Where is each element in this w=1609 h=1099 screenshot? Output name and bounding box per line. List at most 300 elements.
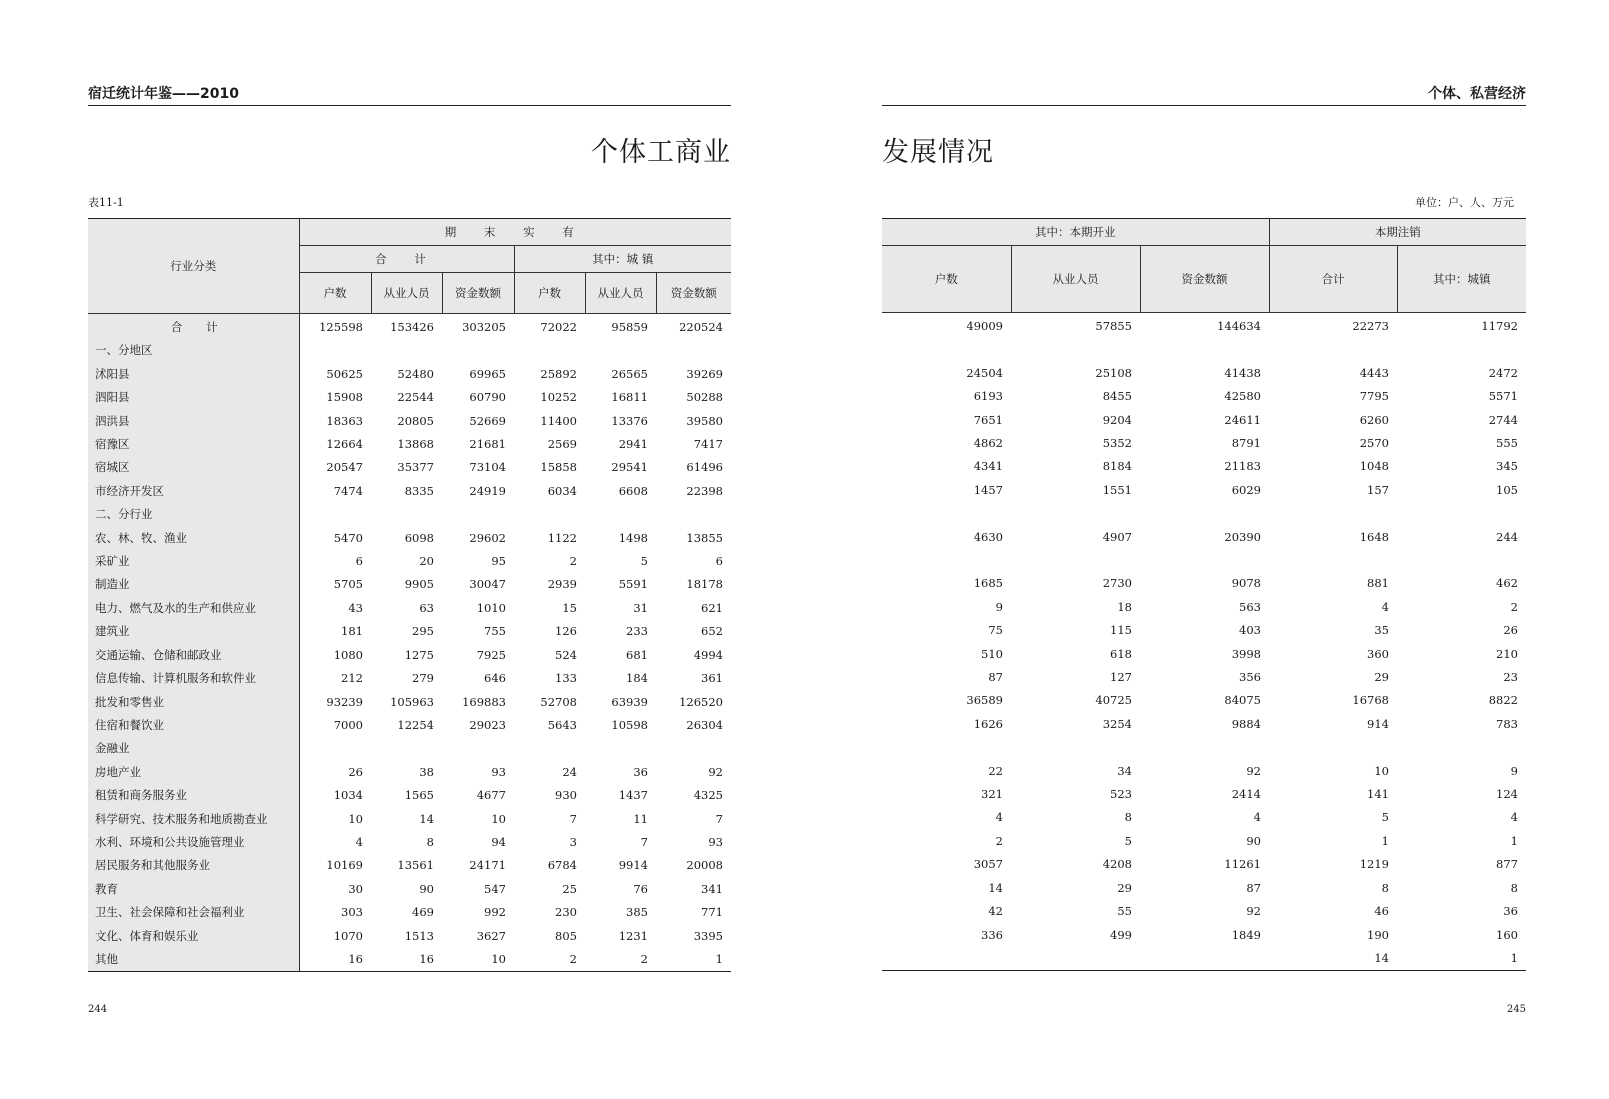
data-cell: 220524 [679,320,723,334]
data-cell: 1513 [404,928,434,943]
data-cell: 24919 [469,483,506,498]
row-label: 泗洪县 [88,410,299,433]
data-cell: 13376 [611,413,648,428]
data-cell: 6193 [973,389,1003,404]
data-cell: 244 [1496,529,1518,544]
table-row [882,643,1526,666]
data-cell: 16 [371,948,442,972]
table-row [88,433,731,456]
data-cell: 31 [633,600,648,615]
header-cancelled: 本期注销 [1269,219,1526,246]
left-table-body [88,314,731,972]
row-label: 宿城区 [88,456,299,479]
data-cell: 23 [1503,670,1518,685]
data-cell: 69965 [469,366,506,381]
data-cell: 29023 [469,717,506,732]
table-row [882,362,1526,385]
data-cell: 2941 [618,437,648,452]
data-cell [882,736,1011,759]
data-cell: 2472 [1488,365,1518,380]
data-cell: 5 [1381,810,1389,825]
data-cell: 4341 [973,459,1003,474]
data-cell [442,503,514,526]
table-row [882,853,1526,876]
data-cell: 11792 [1481,319,1518,333]
data-cell: 35377 [397,460,434,475]
data-cell [514,737,585,760]
data-cell: 11 [633,811,648,826]
data-cell: 6 [715,554,723,569]
table-number: 表11-1 [88,196,124,209]
data-cell: 469 [412,905,434,920]
data-cell: 13868 [397,437,434,452]
data-cell: 1034 [333,788,363,803]
data-cell: 57855 [1095,319,1132,333]
data-cell: 360 [1367,646,1389,661]
data-cell: 6098 [404,530,434,545]
data-cell: 1 [656,948,731,972]
data-cell: 125598 [319,320,363,334]
data-cell [1397,502,1526,525]
header-households: 户数 [299,273,371,314]
header-cancel-total: 合计 [1269,246,1397,313]
table-row [88,854,731,877]
data-cell: 30047 [469,577,506,592]
data-cell: 4443 [1359,365,1389,380]
data-cell: 8455 [1102,389,1132,404]
data-cell: 13561 [397,858,434,873]
data-cell: 105963 [390,694,434,709]
data-cell: 1219 [1359,857,1389,872]
data-cell: 18 [1117,599,1132,614]
row-label: 租赁和商务服务业 [88,784,299,807]
data-cell: 9884 [1231,716,1261,731]
data-cell [1269,736,1397,759]
data-cell: 13855 [686,530,723,545]
data-cell: 36589 [966,693,1003,708]
data-cell: 26565 [611,366,648,381]
data-cell: 12254 [397,717,434,732]
data-cell: 881 [1367,576,1389,591]
data-cell: 783 [1496,716,1518,731]
data-cell [882,338,1011,361]
table-row [882,924,1526,947]
data-cell: 25892 [540,366,577,381]
row-label: 泗阳县 [88,386,299,409]
left-data-table [88,218,731,972]
data-cell: 8791 [1231,436,1261,451]
data-cell: 1231 [618,928,648,943]
table-row [882,783,1526,806]
data-cell: 60790 [469,390,506,405]
data-cell: 42 [988,904,1003,919]
data-cell: 3998 [1231,646,1261,661]
data-cell: 20805 [397,413,434,428]
data-cell: 279 [412,671,434,686]
data-cell: 3627 [476,928,506,943]
table-row [88,339,731,362]
data-cell: 1498 [618,530,648,545]
data-cell: 10 [442,948,514,972]
data-cell: 9 [1510,763,1518,778]
data-cell: 115 [1110,623,1132,638]
data-cell: 26 [1503,623,1518,638]
data-cell: 9 [995,599,1003,614]
table-row [88,737,731,760]
data-cell: 16811 [611,390,648,405]
row-label: 水利、环境和公共设施管理业 [88,831,299,854]
data-cell: 22273 [1352,319,1389,333]
data-cell: 3 [569,834,577,849]
data-cell: 10598 [611,717,648,732]
data-cell: 877 [1496,857,1518,872]
table-row [88,925,731,948]
data-cell: 6029 [1231,482,1261,497]
data-cell [1269,502,1397,525]
data-cell: 84075 [1224,693,1261,708]
data-cell: 24504 [966,365,1003,380]
table-row [88,878,731,901]
data-cell: 93 [708,834,723,849]
data-cell: 2730 [1102,576,1132,591]
data-cell: 345 [1496,459,1518,474]
data-cell [585,339,656,362]
data-cell: 16768 [1352,693,1389,708]
data-cell: 169883 [462,694,506,709]
data-cell: 43 [348,600,363,615]
table-row [88,691,731,714]
row-label: 二、分行业 [88,503,299,526]
data-cell: 8184 [1102,459,1132,474]
data-cell: 4 [1510,810,1518,825]
table-row [88,503,731,526]
data-cell: 29602 [469,530,506,545]
table-row [88,761,731,784]
data-cell: 39580 [686,413,723,428]
header-new-employees: 从业人员 [1011,246,1140,313]
data-cell: 1048 [1359,459,1389,474]
data-cell: 11400 [540,413,577,428]
row-label: 房地产业 [88,761,299,784]
row-label: 沭阳县 [88,363,299,386]
header-cancel-urban: 其中：城镇 [1397,246,1526,313]
row-label: 居民服务和其他服务业 [88,854,299,877]
data-cell: 2744 [1488,412,1518,427]
row-label: 金融业 [88,737,299,760]
data-cell: 11261 [1224,857,1261,872]
table-row [88,597,731,620]
table-row [882,526,1526,549]
data-cell: 9905 [404,577,434,592]
data-cell: 499 [1110,927,1132,942]
data-cell: 39269 [686,366,723,381]
data-cell [1140,338,1269,361]
data-cell: 5352 [1102,436,1132,451]
table-row [882,409,1526,432]
data-cell: 563 [1239,599,1261,614]
data-cell: 10 [1374,763,1389,778]
data-cell: 10 [348,811,363,826]
table-row [882,713,1526,736]
table-row [882,385,1526,408]
data-cell: 555 [1496,436,1518,451]
table-row [882,572,1526,595]
data-cell: 8 [1124,810,1132,825]
data-cell: 16 [299,948,371,972]
table-row [88,784,731,807]
data-cell [442,737,514,760]
data-cell: 30 [348,881,363,896]
data-cell: 7417 [693,437,723,452]
data-cell: 9914 [618,858,648,873]
data-cell: 523 [1110,787,1132,802]
data-cell: 21681 [469,437,506,452]
data-cell: 92 [708,764,723,779]
data-cell: 6260 [1359,412,1389,427]
data-cell [585,737,656,760]
row-label: 电力、燃气及水的生产和供应业 [88,597,299,620]
data-cell: 153426 [390,320,434,334]
table-row [88,456,731,479]
data-cell: 1 [1381,833,1389,848]
data-cell [656,737,731,760]
data-cell: 12664 [326,437,363,452]
data-cell: 72022 [540,320,577,334]
header-employees: 从业人员 [371,273,442,314]
data-cell: 36 [1503,904,1518,919]
data-cell: 22398 [686,483,723,498]
data-cell: 7651 [973,412,1003,427]
data-cell: 41438 [1224,365,1261,380]
data-cell [1397,736,1526,759]
data-cell: 621 [701,600,723,615]
data-cell: 50288 [686,390,723,405]
row-label: 批发和零售业 [88,691,299,714]
data-cell: 20547 [326,460,363,475]
data-cell: 771 [701,905,723,920]
data-cell: 230 [555,905,577,920]
right-data-table [882,218,1526,971]
data-cell: 2 [995,833,1003,848]
data-cell: 7474 [333,483,363,498]
data-cell: 63939 [611,694,648,709]
data-cell: 646 [484,671,506,686]
data-cell: 94 [491,834,506,849]
data-cell: 124 [1496,787,1518,802]
row-label: 市经济开发区 [88,480,299,503]
data-cell: 127 [1110,670,1132,685]
row-label: 信息传输、计算机服务和软件业 [88,667,299,690]
data-cell: 4325 [693,788,723,803]
data-cell: 20390 [1224,529,1261,544]
data-cell: 462 [1496,576,1518,591]
header-total: 合 计 [299,246,514,273]
data-cell: 90 [1246,833,1261,848]
data-cell: 7 [640,834,648,849]
data-cell [299,737,371,760]
data-cell [1140,736,1269,759]
data-cell: 14 [1269,947,1397,971]
table-row [88,527,731,550]
data-cell: 4 [1381,599,1389,614]
row-label: 卫生、社会保障和社会福利业 [88,901,299,924]
data-cell: 10 [491,811,506,826]
table-row [88,667,731,690]
data-cell: 10169 [326,858,363,873]
data-cell [1140,549,1269,572]
data-cell: 4677 [476,788,506,803]
data-cell: 75 [988,623,1003,638]
data-cell: 34 [1117,763,1132,778]
data-cell: 52708 [540,694,577,709]
header-urban-employees: 从业人员 [585,273,656,314]
data-cell: 50625 [326,366,363,381]
row-label: 一、分地区 [88,339,299,362]
table-row [882,689,1526,712]
row-label: 制造业 [88,573,299,596]
data-cell: 126520 [679,694,723,709]
data-cell: 992 [484,905,506,920]
data-cell: 49009 [966,319,1003,333]
right-page [882,0,1526,1099]
data-cell: 18363 [326,413,363,428]
table-row [882,502,1526,525]
data-cell [1011,549,1140,572]
data-cell: 1626 [973,716,1003,731]
data-cell: 95 [491,554,506,569]
data-cell: 8822 [1488,693,1518,708]
data-cell [1011,947,1140,971]
data-cell: 914 [1367,716,1389,731]
data-cell: 46 [1374,904,1389,919]
data-cell: 3057 [973,857,1003,872]
table-row [88,620,731,643]
data-cell [1011,502,1140,525]
table-row [88,480,731,503]
table-row [882,760,1526,783]
data-cell: 26 [348,764,363,779]
table-row [882,479,1526,502]
data-cell: 2 [1510,599,1518,614]
running-head-right: 个体、私营经济 [882,83,1526,106]
data-cell: 4630 [973,529,1003,544]
data-cell: 15908 [326,390,363,405]
data-cell: 14 [988,880,1003,895]
data-cell: 15858 [540,460,577,475]
header-urban-households: 户数 [514,273,585,314]
data-cell [1397,338,1526,361]
table-row [882,338,1526,361]
data-cell: 1 [1510,833,1518,848]
data-cell: 18178 [686,577,723,592]
data-cell: 133 [555,671,577,686]
data-cell: 2 [569,554,577,569]
data-cell: 385 [626,905,648,920]
data-cell: 25 [562,881,577,896]
data-cell: 93239 [326,694,363,709]
data-cell: 20 [419,554,434,569]
data-cell: 160 [1496,927,1518,942]
data-cell: 5705 [333,577,363,592]
data-cell: 93 [491,764,506,779]
data-cell: 510 [981,646,1003,661]
table-row [88,714,731,737]
data-cell: 14 [419,811,434,826]
data-cell: 1685 [973,576,1003,591]
data-cell: 3395 [693,928,723,943]
data-cell [1140,947,1269,971]
data-cell: 87 [988,670,1003,685]
data-cell [882,502,1011,525]
header-period-end: 期 末 实 有 [299,219,731,246]
data-cell: 336 [981,927,1003,942]
data-cell: 24171 [469,858,506,873]
data-cell [882,947,1011,971]
data-cell: 105 [1496,482,1518,497]
data-cell [299,339,371,362]
data-cell: 1010 [476,600,506,615]
data-cell: 40725 [1095,693,1132,708]
table-row [882,313,1526,339]
data-cell: 2 [585,948,656,972]
data-cell: 141 [1367,787,1389,802]
data-cell: 303 [341,905,363,920]
row-label: 建筑业 [88,620,299,643]
data-cell: 403 [1239,623,1261,638]
running-head-left: 宿迁统计年鉴——2010 [88,83,731,106]
page-number-left: 244 [88,1004,108,1015]
data-cell: 22 [988,763,1003,778]
data-cell [882,549,1011,572]
data-cell: 4 [1253,810,1261,825]
data-cell: 524 [555,647,577,662]
data-cell: 233 [626,624,648,639]
data-cell: 5643 [547,717,577,732]
data-cell: 361 [701,671,723,686]
data-cell: 5470 [333,530,363,545]
data-cell: 3254 [1102,716,1132,731]
header-new-opened: 其中：本期开业 [882,219,1269,246]
data-cell [371,503,442,526]
data-cell: 1648 [1359,529,1389,544]
table-row [88,550,731,573]
table-row [882,806,1526,829]
row-label: 其他 [88,948,299,972]
header-new-capital: 资金数额 [1140,246,1269,313]
data-cell: 7 [569,811,577,826]
data-cell: 52669 [469,413,506,428]
data-cell: 87 [1246,880,1261,895]
data-cell: 5 [640,554,648,569]
table-row [88,901,731,924]
header-new-households: 户数 [882,246,1011,313]
data-cell: 35 [1374,623,1389,638]
table-row [88,808,731,831]
data-cell: 1457 [973,482,1003,497]
data-cell: 356 [1239,670,1261,685]
data-cell: 2569 [547,437,577,452]
table-row [88,386,731,409]
data-cell: 190 [1367,927,1389,942]
data-cell [1011,338,1140,361]
data-cell: 1122 [547,530,577,545]
data-cell: 24 [562,764,577,779]
data-cell: 755 [484,624,506,639]
data-cell: 29541 [611,460,648,475]
data-cell: 20008 [686,858,723,873]
data-cell: 1849 [1231,927,1261,942]
table-row [882,877,1526,900]
